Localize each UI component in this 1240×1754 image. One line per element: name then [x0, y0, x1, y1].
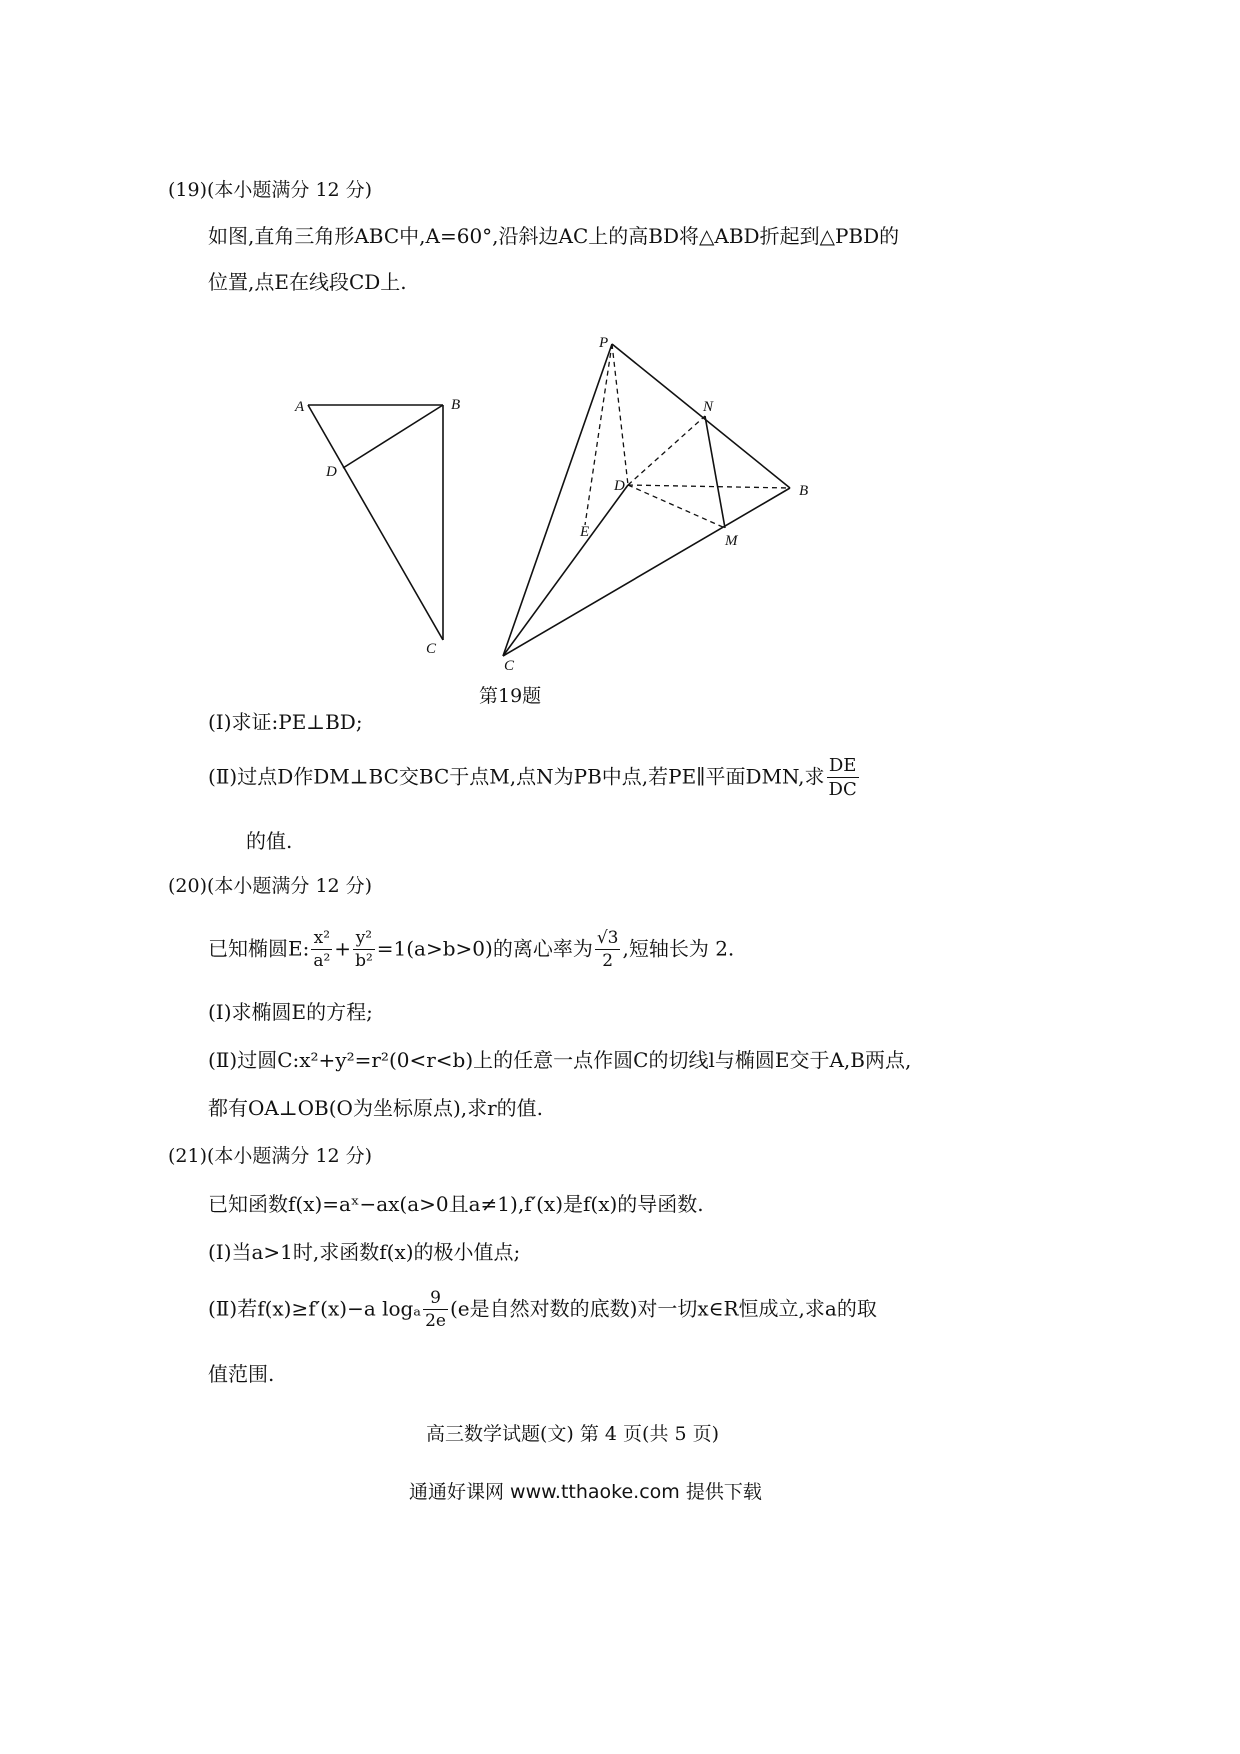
q20-eccentricity-fraction	[595, 930, 621, 970]
q21-part2	[208, 1290, 877, 1330]
download-credit: 通通好课网 www.tthaoke.com 提供下载	[409, 1481, 762, 1503]
q20-plus: +	[334, 936, 352, 961]
label-right-P: P	[599, 335, 609, 351]
q19-header: (19)(本小题满分 12 分)	[168, 179, 373, 201]
segment-AC	[308, 405, 443, 640]
label-left-A: A	[295, 399, 305, 415]
q19-part2-text: (Ⅱ)过点D作DM⊥BC交BC于点M,点N为PB中点,若PE∥平面DMN,求	[208, 764, 825, 789]
segment-PD	[612, 344, 628, 485]
fraction-numerator: DE	[827, 757, 859, 778]
q19-part2-end: 的值.	[246, 829, 293, 853]
label-right-B: B	[799, 483, 809, 499]
segment-PE	[585, 344, 612, 525]
q19-ratio-fraction	[827, 757, 859, 799]
fraction-numerator: 9	[423, 1290, 448, 1310]
fraction-numerator: √3	[596, 928, 619, 948]
q20-stem	[208, 930, 734, 970]
segment-DB	[628, 485, 790, 488]
q19-stem-line2: 位置,点E在线段CD上.	[208, 270, 407, 294]
q19-part2	[208, 757, 861, 799]
fraction-numerator: x²	[311, 930, 332, 950]
fraction-numerator: y²	[353, 930, 375, 950]
q20-stem-pre: 已知椭圆E:	[208, 936, 310, 961]
left-triangle	[308, 405, 443, 640]
q21-part2-pre: (Ⅱ)若f(x)≥f′(x)−a logₐ	[208, 1296, 422, 1321]
segment-DC	[503, 485, 628, 656]
label-left-D: D	[326, 464, 337, 480]
hidden-edges	[585, 344, 790, 528]
q20-header: (20)(本小题满分 12 分)	[168, 875, 373, 897]
q20-stem-mid: =1(a>b>0)的离心率为	[376, 936, 593, 961]
segment-BD	[343, 405, 443, 468]
q20-part2-line1: (Ⅱ)过圆C:x²+y²=r²(0<r<b)上的任意一点作圆C的切线l与椭圆E交于A,B两点,	[208, 1048, 912, 1072]
q21-log-fraction	[423, 1290, 448, 1330]
q19-figure	[0, 320, 1240, 710]
label-right-N: N	[703, 399, 714, 415]
label-right-M: M	[725, 533, 738, 549]
fraction-denominator: 2e	[425, 1311, 446, 1331]
label-right-E: E	[580, 524, 590, 540]
label-left-C: C	[426, 641, 437, 657]
segment-DM	[628, 485, 725, 528]
q21-part2-post: (e是自然对数的底数)对一切x∈R恒成立,求a的取	[449, 1296, 877, 1321]
q21-stem: 已知函数f(x)=aˣ−ax(a>0且a≠1),f′(x)是f(x)的导函数.	[208, 1192, 704, 1216]
fraction-denominator: DC	[828, 779, 857, 800]
label-right-C: C	[504, 658, 515, 674]
q21-part1: (Ⅰ)当a>1时,求函数f(x)的极小值点;	[208, 1240, 521, 1264]
page-footer: 高三数学试题(文) 第 4 页(共 5 页)	[426, 1423, 720, 1445]
q21-part2-end: 值范围.	[208, 1362, 275, 1386]
q19-part1: (Ⅰ)求证:PE⊥BD;	[208, 710, 363, 734]
q20-y-fraction	[353, 930, 375, 970]
segment-PB	[612, 344, 790, 488]
segment-DN	[628, 416, 705, 485]
q20-part1: (Ⅰ)求椭圆E的方程;	[208, 1000, 373, 1024]
label-left-B: B	[451, 397, 461, 413]
right-tetrahedron	[503, 344, 790, 656]
q20-stem-post: ,短轴长为 2.	[622, 936, 735, 961]
label-right-D: D	[614, 478, 625, 494]
q20-x-fraction	[311, 930, 332, 970]
fraction-denominator: b²	[355, 951, 373, 971]
q21-header: (21)(本小题满分 12 分)	[168, 1145, 373, 1167]
q19-stem-line1: 如图,直角三角形ABC中,A=60°,沿斜边AC上的高BD将△ABD折起到△PBD的	[208, 224, 900, 248]
segment-BC	[503, 488, 790, 656]
q20-part2-line2: 都有OA⊥OB(O为坐标原点),求r的值.	[208, 1096, 544, 1120]
fraction-denominator: a²	[313, 951, 331, 971]
fraction-denominator: 2	[602, 951, 614, 971]
segment-PC	[503, 344, 612, 656]
q19-figure-caption: 第19题	[479, 685, 542, 707]
